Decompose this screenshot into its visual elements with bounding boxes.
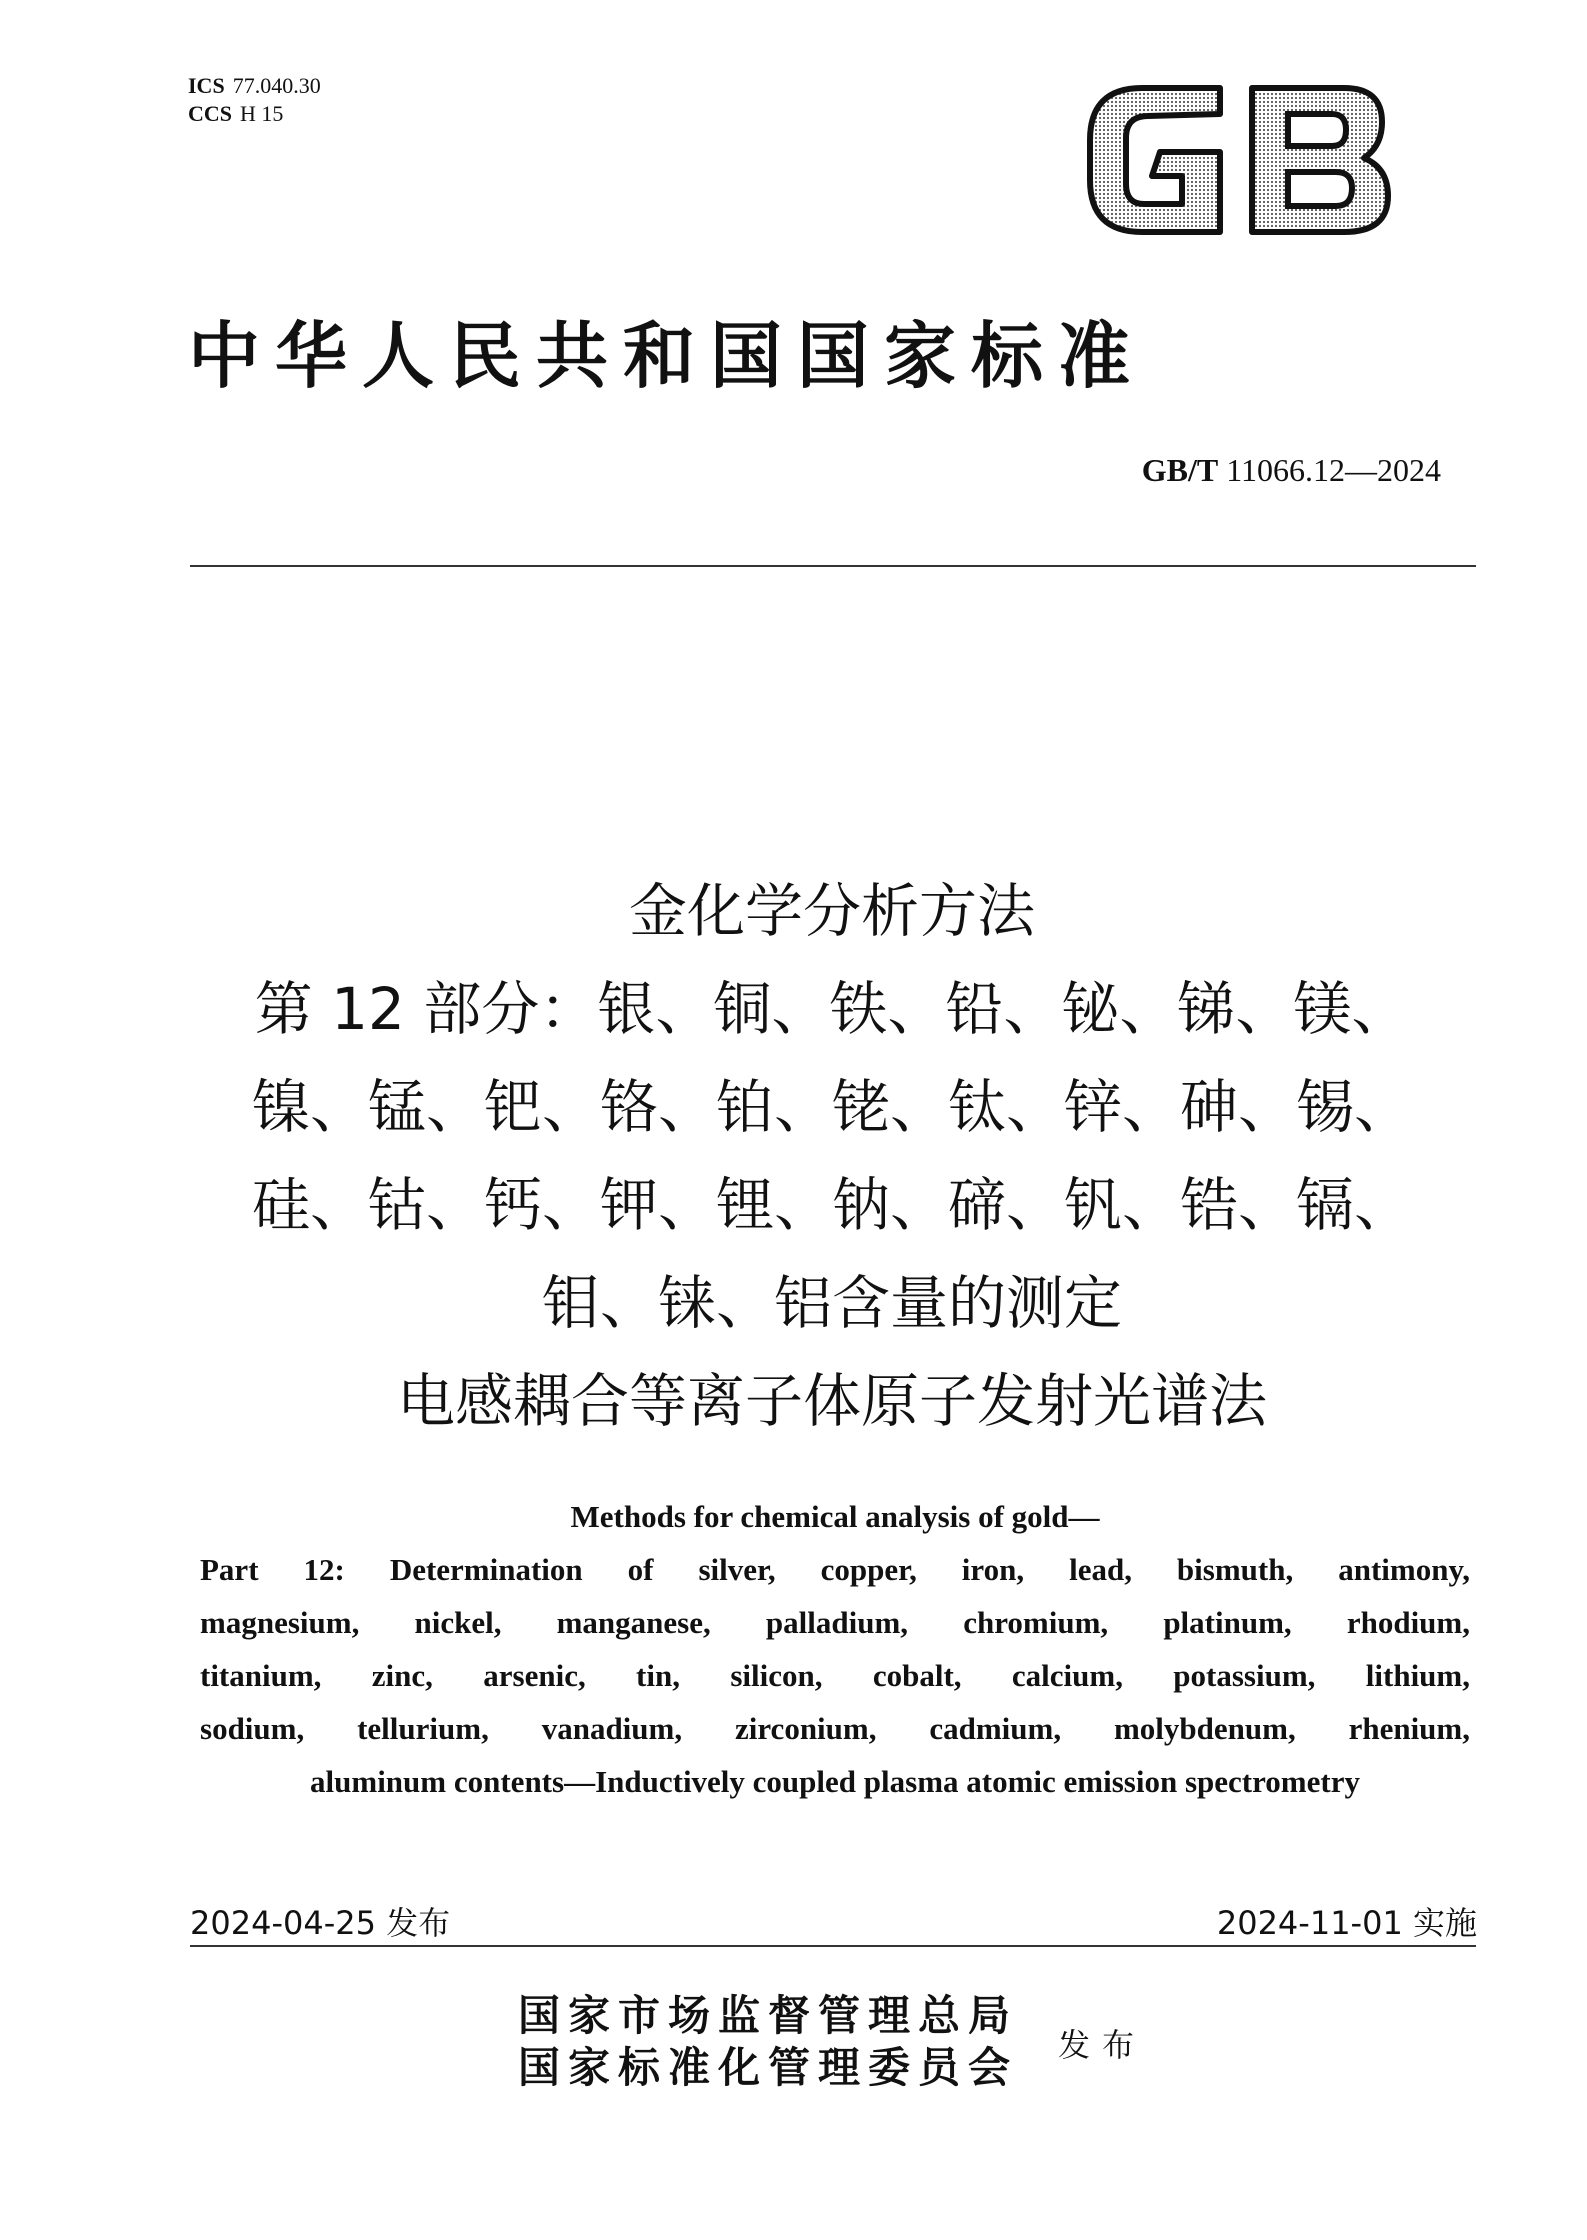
issuer-samr: 国家市场监督管理总局 xyxy=(518,1991,1019,2040)
title-en-line: Part 12: Determination of silver, copper, iron, lead, bismuth, antimony, xyxy=(200,1552,1470,1587)
standard-prefix: GB/T xyxy=(1141,452,1219,488)
issue-date: 2024-04-25 发布 xyxy=(190,1904,451,1942)
implementation-date: 2024-11-01 实施 xyxy=(1216,1904,1477,1942)
title-cn-line: 镍、锰、钯、铬、铂、铑、钛、锌、砷、锡、 xyxy=(251,1073,1412,1141)
issuer-sac: 国家标准化管理委员会 xyxy=(518,2043,1019,2092)
ics-code xyxy=(188,72,321,100)
ics-value: 77.040.30 xyxy=(232,73,321,98)
title-cn-line: 硅、钴、钙、钾、锂、钠、碲、钒、锆、镉、 xyxy=(251,1171,1412,1239)
standard-number xyxy=(1142,452,1441,489)
bottom-divider xyxy=(190,1945,1476,1947)
ccs-label: CCS xyxy=(188,101,233,126)
title-en-line: aluminum contents—Inductively coupled plasma atomic emission spectrometry xyxy=(310,1764,1360,1799)
title-english xyxy=(200,1490,1470,1808)
issuing-authorities xyxy=(518,1990,1018,2094)
title-cn-line: 金化学分析方法 xyxy=(628,877,1035,945)
ics-label: ICS xyxy=(188,73,225,98)
title-cn-line: 钼、铼、铝含量的测定 xyxy=(541,1269,1122,1337)
title-cn-line: 电感耦合等离子体原子发射光谱法 xyxy=(396,1367,1267,1435)
top-divider xyxy=(190,565,1476,567)
national-standard-heading: 中华人民共和国国家标准 xyxy=(188,313,1146,398)
publish-label: 发布 xyxy=(1058,2026,1147,2064)
ccs-code xyxy=(188,100,321,128)
title-cn-line: 第 12 部分：银、铜、铁、铅、铋、锑、镁、 xyxy=(254,975,1410,1043)
gb-logo xyxy=(1082,80,1394,240)
classification-codes xyxy=(188,72,321,128)
title-en-line: sodium, tellurium, vanadium, zirconium, cadmium, molybdenum, rhenium, xyxy=(200,1711,1470,1746)
ccs-value: H 15 xyxy=(240,101,284,126)
standard-code: 11066.12—2024 xyxy=(1226,452,1441,488)
title-en-line: Methods for chemical analysis of gold— xyxy=(570,1499,1100,1534)
title-en-line: magnesium, nickel, manganese, palladium, chromium, platinum, rhodium, xyxy=(200,1605,1470,1640)
title-chinese xyxy=(188,862,1476,1450)
title-en-line: titanium, zinc, arsenic, tin, silicon, cobalt, calcium, potassium, lithium, xyxy=(200,1658,1470,1693)
